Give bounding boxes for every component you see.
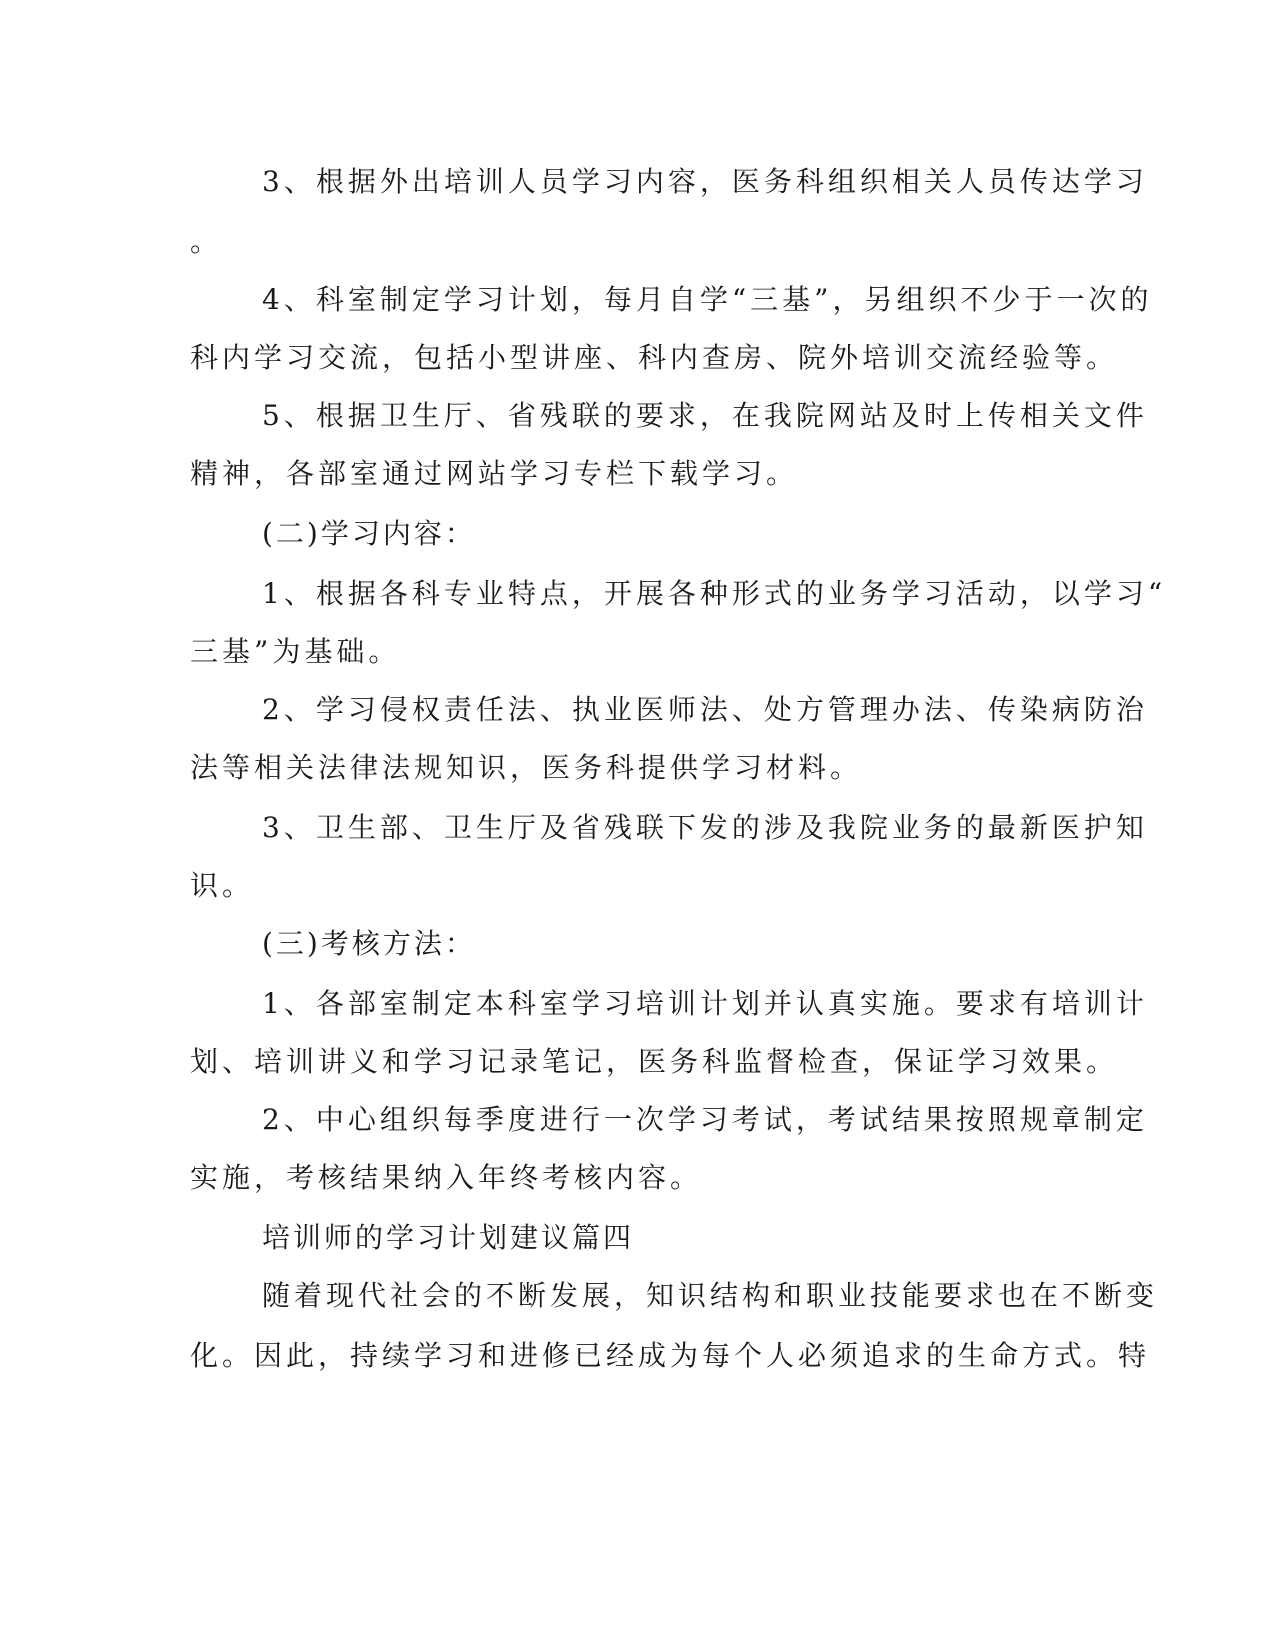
paragraph-line: 5、根据卫生厅、省残联的要求，在我院网站及时上传相关文件 [262, 399, 1148, 432]
paragraph-line: 精神，各部室通过网站学习专栏下载学习。 [190, 457, 799, 490]
section-heading: (二)学习内容： [262, 517, 476, 550]
paragraph-line: 划、培训讲义和学习记录笔记，医务科监督检查，保证学习效果。 [190, 1045, 1119, 1078]
paragraph-line: 3、卫生部、卫生厅及省残联下发的涉及我院业务的最新医护知 [262, 811, 1148, 844]
paragraph-line: 2、学习侵权责任法、执业医师法、处方管理办法、传染病防治 [262, 693, 1148, 726]
article-title: 培训师的学习计划建议篇四 [262, 1221, 635, 1254]
paragraph-line: 3、根据外出培训人员学习内容，医务科组织相关人员传达学习 [262, 165, 1148, 198]
paragraph-line: 随着现代社会的不断发展，知识结构和职业技能要求也在不断变 [262, 1279, 1159, 1312]
paragraph-line: 识。 [190, 869, 255, 902]
paragraph-line: 4、科室制定学习计划，每月自学“三基”，另组织不少于一次的 [262, 283, 1153, 316]
paragraph-line: 1、各部室制定本科室学习培训计划并认真实施。要求有培训计 [262, 987, 1148, 1020]
paragraph-line: 2、中心组织每季度进行一次学习考试，考试结果按照规章制定 [262, 1103, 1148, 1136]
paragraph-line: 科内学习交流，包括小型讲座、科内查房、院外培训交流经验等。 [190, 341, 1119, 374]
paragraph-line: 法等相关法律法规知识，医务科提供学习材料。 [190, 751, 863, 784]
paragraph-line: 化。因此，持续学习和进修已经成为每个人必须追求的生命方式。特 [190, 1339, 1151, 1372]
paragraph-line: 实施，考核结果纳入年终考核内容。 [190, 1161, 703, 1194]
paragraph-line: 1、根据各科专业特点，开展各种形式的业务学习活动，以学习“ [262, 577, 1167, 610]
paragraph-line: 三基”为基础。 [190, 635, 401, 668]
paragraph-line: 。 [190, 225, 223, 258]
section-heading: (三)考核方法： [262, 927, 476, 960]
